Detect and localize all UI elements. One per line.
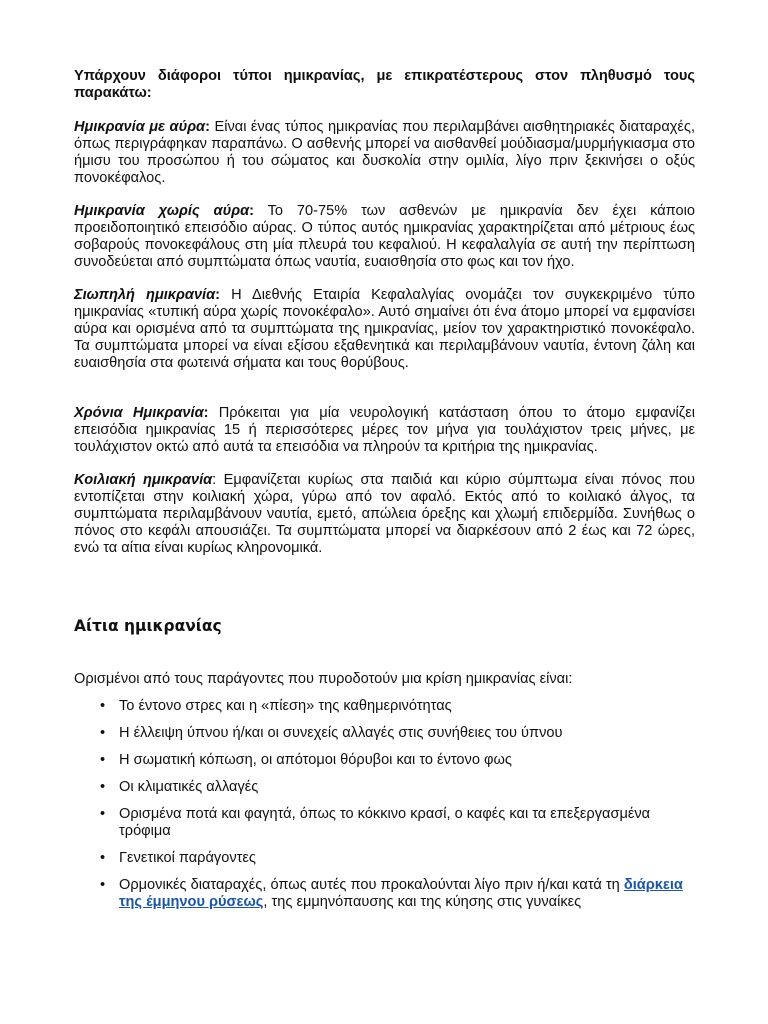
term-colon: : bbox=[249, 203, 254, 219]
migraine-type-with-aura bbox=[74, 119, 695, 187]
description-with-aura: Είναι ένας τύπος ημικρανίας που περιλαμβάνει αισθητηριακές διαταραχές, όπως περιγράφηκαν παραπάνω. Ο ασθενής μπορεί να αισθανθεί μούδιασμα/μυρμήγκιασμα στο ήμισυ του προσώπου ή του σώματος και δυσκολία στην ομιλία, λίγο πριν ξεκινήσει ο οξύς πονοκέφαλος. bbox=[74, 119, 696, 186]
list-item bbox=[74, 725, 695, 742]
bullet-icon: • bbox=[100, 779, 106, 795]
term-chronic: Χρόνια Ημικρανία bbox=[74, 405, 204, 421]
bullet-icon: • bbox=[100, 850, 106, 866]
bullet-icon: • bbox=[100, 698, 106, 714]
causes-lead: Ορισμένοι από τους παράγοντες που πυροδοτούν μια κρίση ημικρανίας είναι: bbox=[74, 671, 573, 687]
list-item bbox=[74, 779, 695, 796]
description-abdominal: : Εμφανίζεται κυρίως στα παιδιά και κύριο σύμπτωμα είναι πόνος που εντοπίζεται στην κοιλιακή χώρα, γύρω από τον αφαλό. Εκτός από το κοιλιακό άλγος, τα συμπτώματα περιλαμβάνουν ναυτία, εμετό, απώλεια όρεξης και χλωμή επιδερμίδα. Συνήθως ο πόνος στο κεφάλι απουσιάζει. Τα συμπτώματα μπορεί να διαρκέσουν από 2 έως και 72 ώρες, ενώ τα αίτια είναι κυρίως κληρονομικά. bbox=[74, 472, 695, 556]
list-item-text-after-link: , της εμμηνόπαυσης και της κύησης στις γυναίκες bbox=[263, 894, 582, 910]
list-item-text: Ορισμένα ποτά και φαγητά, όπως το κόκκινο κρασί, ο καφές και τα επεξεργασμένα τρόφιμα bbox=[119, 806, 651, 839]
description-chronic: Πρόκειται για μία νευρολογική κατάσταση όπου το άτομο εμφανίζει επεισόδια ημικρανίας 15 ή περισσότερες μέρες τον μήνα για τουλάχιστον τρεις μήνες, με τουλάχιστον οκτώ από αυτά τα επεισόδια να πληρούν τα κριτήρια της ημικρανίας. bbox=[74, 405, 695, 455]
list-item-text: Γενετικοί παράγοντες bbox=[119, 850, 256, 866]
description-without-aura: Το 70-75% των ασθενών με ημικρανία δεν έχει κάποιο προειδοποιητικό επεισόδιο αύρας. Ο τύπος αυτός ημικρανίας χαρακτηρίζεται από μέτριους έως σοβαρούς πονοκεφάλους στη μία πλευρά του κεφαλιού. Η κεφαλαλγία σε αυτή την περίπτωση συνοδεύεται από συμπτώματα όπως ναυτία, ευαισθησία στο φως και τον ήχο. bbox=[74, 203, 695, 270]
term-with-aura: Ημικρανία με αύρα bbox=[74, 119, 206, 135]
list-item-text: Οι κλιματικές αλλαγές bbox=[119, 779, 259, 795]
list-item bbox=[74, 877, 695, 911]
term-colon: : bbox=[215, 287, 221, 303]
list-item bbox=[74, 698, 695, 715]
bullet-icon: • bbox=[100, 725, 106, 741]
list-item-text: Η έλλειψη ύπνου ή/και οι συνεχείς αλλαγές στις συνήθειες του ύπνου bbox=[119, 725, 563, 741]
migraine-type-abdominal bbox=[74, 472, 695, 557]
list-item-text: Το έντονο στρες και η «πίεση» της καθημερινότητας bbox=[119, 698, 452, 714]
list-item bbox=[74, 806, 695, 840]
causes-list bbox=[74, 698, 695, 921]
intro-paragraph: Υπάρχουν διάφοροι τύποι ημικρανίας, με επικρατέστερους στον πληθυσμό τους παρακάτω: bbox=[74, 68, 695, 101]
migraine-type-silent bbox=[74, 287, 695, 372]
term-without-aura: Ημικρανία χωρίς αύρα bbox=[74, 203, 250, 219]
bullet-icon: • bbox=[100, 877, 106, 893]
list-item-text-before-link: Ορμονικές διαταραχές, όπως αυτές που προκαλούνται λίγο πριν ή/και κατά τη bbox=[119, 877, 624, 893]
list-item-text: Η σωματική κόπωση, οι απότομοι θόρυβοι και το έντονο φως bbox=[119, 752, 512, 768]
migraine-type-without-aura bbox=[74, 203, 695, 271]
bullet-icon: • bbox=[100, 752, 106, 768]
term-colon: : bbox=[205, 119, 210, 135]
term-abdominal: Κοιλιακή ημικρανία bbox=[74, 472, 213, 488]
term-silent: Σιωπηλή ημικρανία bbox=[74, 287, 216, 303]
migraine-type-chronic bbox=[74, 405, 695, 456]
section-heading-causes: Αίτια ημικρανίας bbox=[74, 617, 222, 635]
list-item bbox=[74, 752, 695, 769]
menstruation-link[interactable]: διάρκεια της έμμηνου ρύσεως bbox=[119, 877, 683, 910]
term-colon: : bbox=[203, 405, 209, 421]
description-silent: Η Διεθνής Εταιρία Κεφαλαλγίας ονομάζει τον συγκεκριμένο τύπο ημικρανίας «τυπική αύρα χωρίς πονοκέφαλο». Αυτό σημαίνει ότι ένα άτομο μπορεί να εμφανίσει αύρα και ορισμένα από τα συμπτώματα της ημικρανίας, μείον τον χαρακτηριστικό πονοκέφαλο. Τα συμπτώματα μπορεί να είναι εξίσου εξαθενητικά και περιλαμβάνουν ναυτία, έντονη ζάλη και ευαισθησία στα φωτεινά σήματα και τους θορύβους. bbox=[74, 287, 696, 371]
list-item bbox=[74, 850, 695, 867]
bullet-icon: • bbox=[100, 806, 106, 822]
